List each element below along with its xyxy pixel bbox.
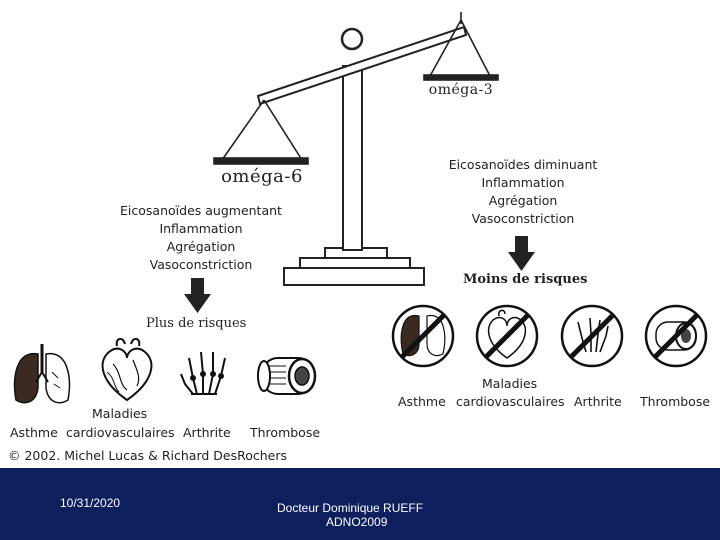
- omega6-effect: Inflammation: [159, 221, 243, 236]
- left-pan: [214, 100, 308, 164]
- lungs-icon: [15, 344, 70, 403]
- omega3-effects: [418, 156, 628, 228]
- omega3-effect: Agrégation: [488, 193, 558, 208]
- blood-vessel-crossed-icon: [646, 306, 706, 366]
- cardio-label-top-left: Maladies: [92, 406, 148, 421]
- omega3-effect: Eicosanoïdes diminuant: [448, 157, 598, 172]
- heart-crossed-icon: [477, 306, 537, 366]
- asthma-label-left: Asthme: [10, 425, 58, 440]
- scale-post: [343, 66, 362, 250]
- left-outcome-label: Plus de risques: [146, 316, 247, 331]
- omega6-label: oméga-6: [221, 166, 303, 187]
- arrow-down-right-icon: [508, 236, 535, 271]
- footer-event: ADNO2009: [326, 515, 388, 529]
- omega6-effect: Agrégation: [166, 239, 236, 254]
- blood-vessel-icon: [258, 358, 315, 394]
- asthma-label-right: Asthme: [398, 394, 446, 409]
- copyright-text: © 2002. Michel Lucas & Richard DesRochers: [8, 448, 288, 463]
- omega6-effect: Eicosanoïdes augmentant: [120, 203, 282, 218]
- omega6-effect: Vasoconstriction: [149, 257, 253, 272]
- cardio-label-bottom-left: cardiovasculaires: [66, 425, 175, 440]
- omega3-effect: Inflammation: [481, 175, 565, 190]
- lungs-crossed-icon: [393, 306, 453, 366]
- hand-crossed-icon: [562, 306, 622, 366]
- omega6-effects: [96, 202, 306, 274]
- thrombosis-label-right: Thrombose: [640, 394, 711, 409]
- hand-skeleton-icon: [181, 352, 225, 394]
- footer-date: 10/31/2020: [60, 496, 121, 510]
- thrombosis-label-left: Thrombose: [250, 425, 321, 440]
- footer-bar: [0, 468, 720, 540]
- heart-icon: [103, 339, 152, 400]
- arthritis-label-left: Arthrite: [183, 425, 231, 440]
- footer-author: Docteur Dominique RUEFF: [277, 501, 424, 515]
- omega3-label: oméga-3: [428, 82, 494, 98]
- omega3-effect: Vasoconstriction: [471, 211, 575, 226]
- scale-pivot: [342, 29, 362, 49]
- cardio-label-bottom-right: cardiovasculaires: [456, 394, 565, 409]
- right-outcome-label: Moins de risques: [463, 272, 588, 287]
- cardio-label-top-right: Maladies: [482, 376, 538, 391]
- arrow-down-left-icon: [184, 278, 211, 313]
- arthritis-label-right: Arthrite: [574, 394, 622, 409]
